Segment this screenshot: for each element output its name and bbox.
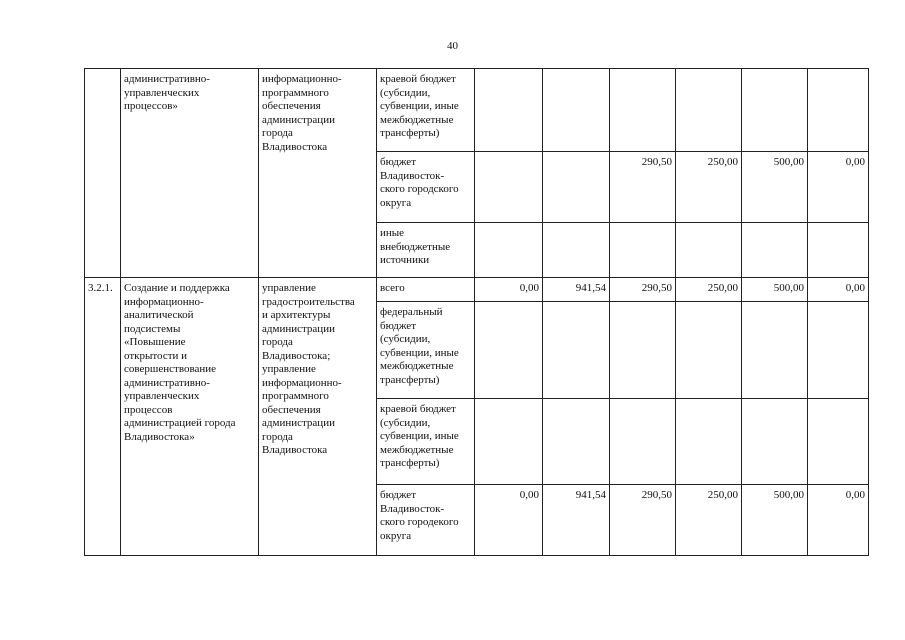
table-row xyxy=(85,278,869,302)
executor-cell: управление градостроительства и архитектуры администрации города Владивостока; управление информационно- программного обеспечения администрации города Владивостока xyxy=(259,278,377,556)
value-cell: 290,50 xyxy=(610,485,676,556)
funding-source-cell: бюджет Владивосток- ского городского округа xyxy=(377,152,475,223)
value-cell xyxy=(808,69,869,152)
value-cell: 0,00 xyxy=(808,152,869,223)
value-cell xyxy=(475,152,543,223)
funding-source-cell: всего xyxy=(377,278,475,302)
value-cell xyxy=(742,399,808,485)
budget-table xyxy=(84,68,869,556)
value-cell: 500,00 xyxy=(742,485,808,556)
value-cell xyxy=(475,223,543,278)
value-cell xyxy=(610,302,676,399)
value-cell xyxy=(676,223,742,278)
value-cell xyxy=(676,69,742,152)
item-number-cell: 3.2.1. xyxy=(85,278,121,556)
value-cell: 0,00 xyxy=(475,278,543,302)
value-cell: 0,00 xyxy=(808,278,869,302)
value-cell xyxy=(543,69,610,152)
value-cell: 290,50 xyxy=(610,152,676,223)
value-cell: 500,00 xyxy=(742,278,808,302)
value-cell: 250,00 xyxy=(676,278,742,302)
funding-source-cell: краевой бюджет (субсидии, субвенции, иные межбюджетные трансферты) xyxy=(377,69,475,152)
value-cell xyxy=(475,69,543,152)
executor-cell: информационно- программного обеспечения администрации города Владивостока xyxy=(259,69,377,278)
value-cell xyxy=(475,302,543,399)
value-cell xyxy=(808,302,869,399)
value-cell xyxy=(742,302,808,399)
value-cell: 500,00 xyxy=(742,152,808,223)
value-cell xyxy=(742,223,808,278)
item-number-cell xyxy=(85,69,121,278)
value-cell: 941,54 xyxy=(543,278,610,302)
funding-source-cell: краевой бюджет (субсидии, субвенции, иные межбюджетные трансферты) xyxy=(377,399,475,485)
value-cell xyxy=(543,223,610,278)
funding-source-cell: иные внебюджетные источники xyxy=(377,223,475,278)
value-cell xyxy=(610,223,676,278)
item-name-cell: Создание и поддержка информационно- аналитической подсистемы «Повышение открытости и совершенствование административно- управленческих процессов администрацией города Владивостока» xyxy=(121,278,259,556)
value-cell xyxy=(742,69,808,152)
value-cell xyxy=(676,302,742,399)
value-cell xyxy=(676,399,742,485)
value-cell xyxy=(543,302,610,399)
table-row xyxy=(85,69,869,152)
value-cell xyxy=(543,399,610,485)
funding-source-cell: федеральный бюджет (субсидии, субвенции, иные межбюджетные трансферты) xyxy=(377,302,475,399)
item-name-cell: административно- управленческих процессов» xyxy=(121,69,259,278)
value-cell: 290,50 xyxy=(610,278,676,302)
value-cell xyxy=(808,399,869,485)
value-cell xyxy=(543,152,610,223)
value-cell xyxy=(610,69,676,152)
value-cell: 0,00 xyxy=(808,485,869,556)
value-cell xyxy=(808,223,869,278)
value-cell xyxy=(610,399,676,485)
value-cell xyxy=(475,399,543,485)
value-cell: 250,00 xyxy=(676,485,742,556)
value-cell: 0,00 xyxy=(475,485,543,556)
value-cell: 941,54 xyxy=(543,485,610,556)
page-number: 40 xyxy=(447,40,458,52)
funding-source-cell: бюджет Владивосток- ского городекого округа xyxy=(377,485,475,556)
value-cell: 250,00 xyxy=(676,152,742,223)
